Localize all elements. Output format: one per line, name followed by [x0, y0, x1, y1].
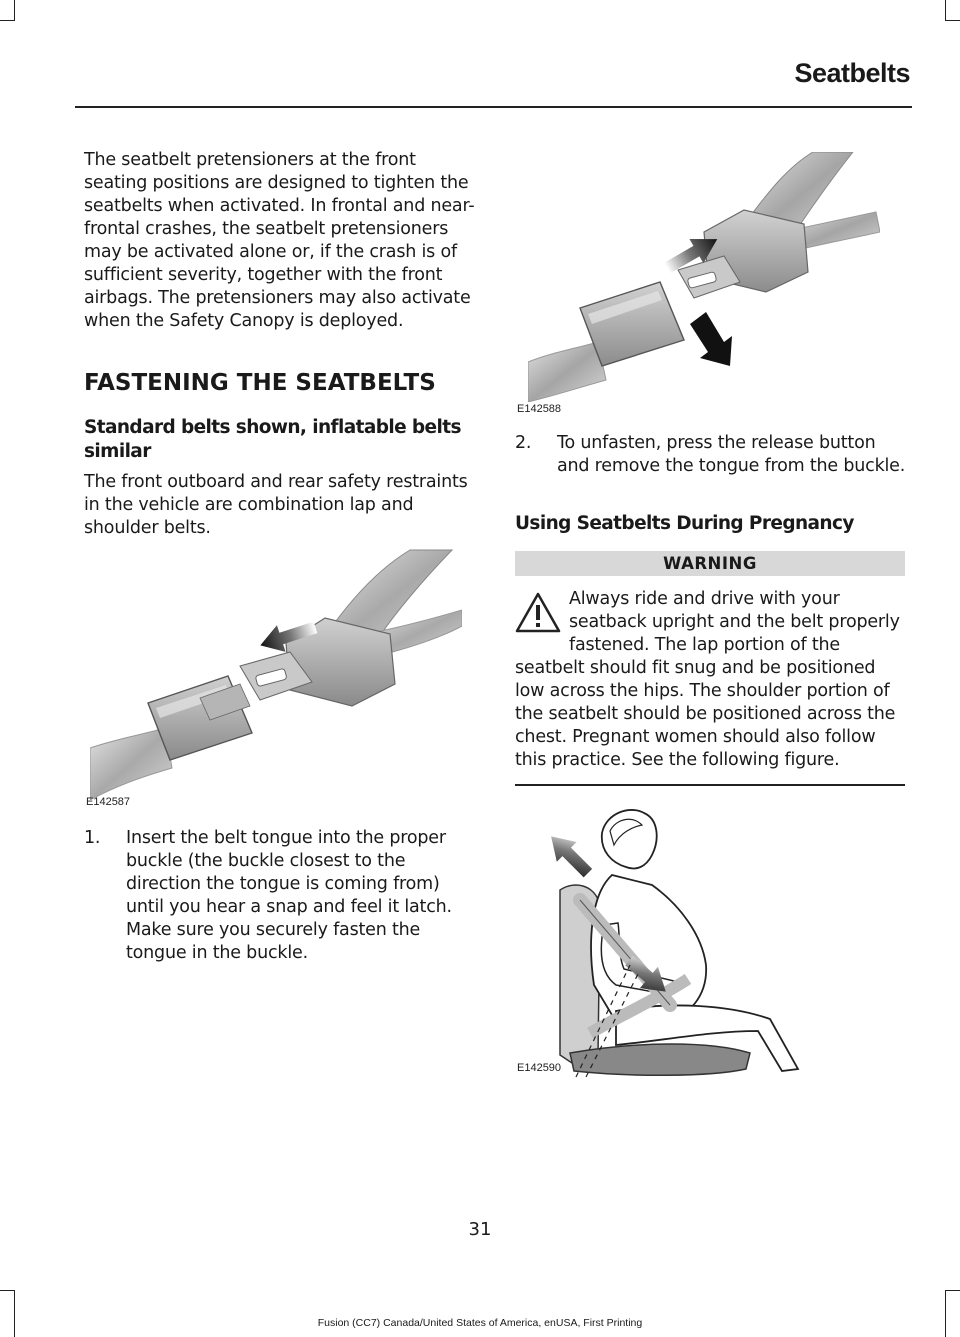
step-text: To unfasten, press the release button and remove the tongue from the buckle.	[557, 433, 906, 476]
crop-mark	[0, 20, 15, 21]
crop-mark	[0, 1290, 15, 1291]
pregnancy-seatbelt-figure	[520, 805, 810, 1080]
buckle-release-figure	[528, 152, 880, 402]
pregnancy-seatbelt-illustration	[520, 805, 810, 1080]
crop-mark	[945, 1290, 946, 1337]
warning-triangle-icon	[515, 592, 561, 634]
crop-mark	[945, 0, 946, 20]
belts-paragraph: The front outboard and rear safety restraints in the vehicle are combination lap and shoulder belts.	[84, 472, 468, 538]
buckle-fasten-illustration	[90, 548, 462, 800]
intro-paragraph: The seatbelt pretensioners at the front seating positions are designed to tighten the seatbelts when activated. In frontal and near-frontal crashes, the seatbelt pretensioners may be activated alone or, if the crash is of sufficient severity, together with the front airbags. The pretensioners may also activate when the Safety Canopy is deployed.	[84, 150, 475, 331]
step-text: Insert the belt tongue into the proper buckle (the buckle closest to the direction the tongue is coming from) until you hear a snap and feel it latch. Make sure you securely fasten the tongue in the buckle.	[126, 828, 452, 963]
warning-divider	[515, 784, 905, 786]
page-number: 31	[468, 1219, 492, 1240]
page-title: Seatbelts	[794, 58, 910, 88]
buckle-release-illustration	[528, 152, 880, 402]
buckle-fasten-figure	[90, 548, 462, 800]
title-divider	[75, 106, 912, 108]
warning-label: WARNING	[663, 554, 757, 573]
crop-mark	[945, 1290, 960, 1291]
footer-text: Fusion (CC7) Canada/United States of America, enUSA, First Printing	[317, 1317, 643, 1329]
crop-mark	[14, 1290, 15, 1337]
figure-code: E142588	[517, 403, 562, 415]
step-1	[84, 827, 480, 967]
warning-text: Always ride and drive with your seatback upright and the belt properly fastened. The lap portion of the seatbelt should fit snug and be positioned low across the hips. The shoulder portion of the seatbelt should be positioned across the chest. Pregnant women should also follow this practice. See the following figure.	[515, 589, 900, 770]
step-2	[515, 432, 907, 502]
crop-mark	[14, 0, 15, 20]
subheading: Standard belts shown, inflatable belts similar	[84, 417, 461, 462]
figure-code: E142587	[86, 796, 131, 808]
pregnancy-heading: Using Seatbelts During Pregnancy	[515, 513, 854, 534]
step-number: 1.	[84, 828, 101, 848]
warning-bar	[515, 551, 905, 576]
figure-code: E142590	[517, 1062, 565, 1074]
warning-block	[515, 588, 907, 772]
step-number: 2.	[515, 433, 532, 453]
crop-mark	[945, 20, 960, 21]
section-heading: FASTENING THE SEATBELTS	[84, 370, 436, 396]
